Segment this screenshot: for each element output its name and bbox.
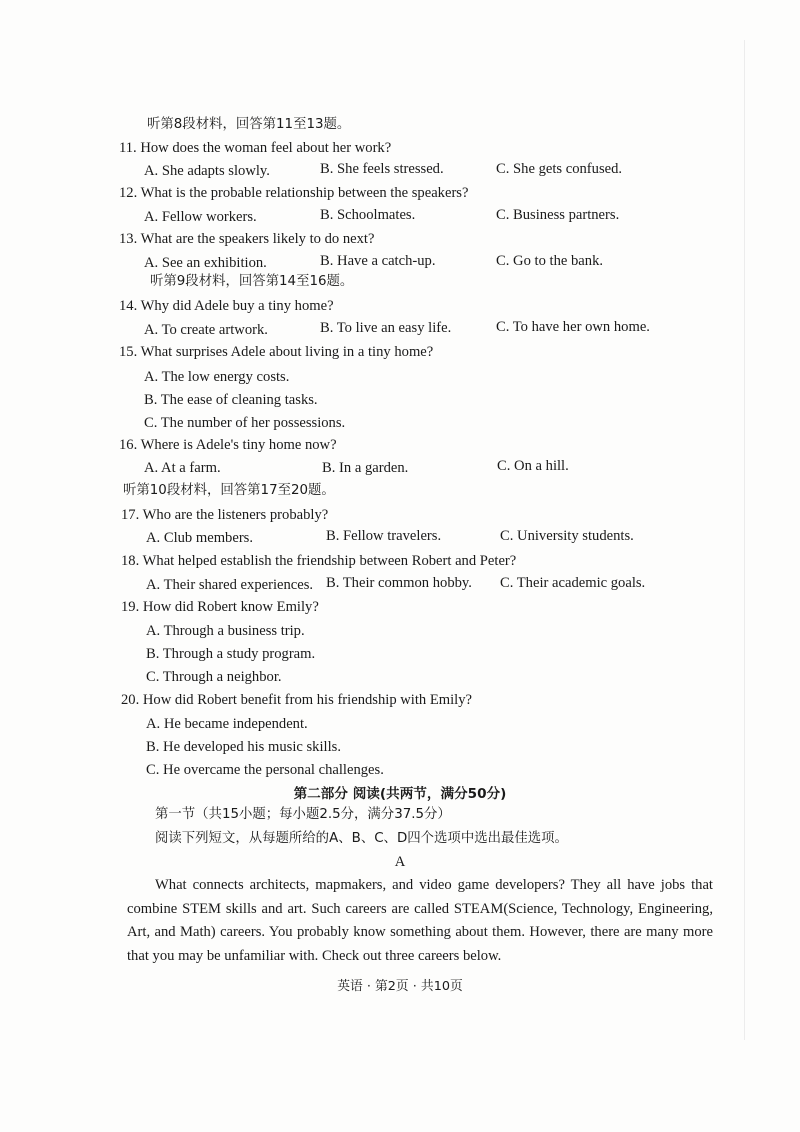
question-13-stem: 13. What are the speakers likely to do next? bbox=[119, 231, 375, 247]
question-19-option-b: B. Through a study program. bbox=[146, 646, 316, 662]
question-15-option-c: C. The number of her possessions. bbox=[144, 415, 346, 431]
question-19-stem: 19. How did Robert know Emily? bbox=[121, 599, 319, 615]
question-13-option-b: B. Have a catch-up. bbox=[320, 253, 436, 269]
question-13-option-c: C. Go to the bank. bbox=[496, 253, 604, 269]
question-11-option-a: A. She adapts slowly. bbox=[144, 163, 270, 179]
part2-section1-heading: 第一节（共15小题；每小题2.5分，满分37.5分） bbox=[155, 807, 451, 822]
question-17-option-a: A. Club members. bbox=[146, 530, 254, 546]
question-11-stem: 11. How does the woman feel about her work? bbox=[119, 140, 392, 156]
question-14-stem: 14. Why did Adele buy a tiny home? bbox=[119, 298, 334, 314]
question-18-stem: 18. What helped establish the friendship between Robert and Peter? bbox=[121, 553, 517, 569]
part2-instruction: 阅读下列短文，从每题所给的A、B、C、D四个选项中选出最佳选项。 bbox=[155, 831, 568, 846]
question-14-option-b: B. To live an easy life. bbox=[320, 320, 452, 336]
question-13-option-a: A. See an exhibition. bbox=[144, 255, 267, 271]
question-15-option-b: B. The ease of cleaning tasks. bbox=[144, 392, 318, 408]
section-heading-8: 听第8段材料，回答第11至13题。 bbox=[147, 117, 351, 132]
question-16-option-c: C. On a hill. bbox=[497, 458, 569, 474]
question-12-option-b: B. Schoolmates. bbox=[320, 207, 416, 223]
passage-text: What connects architects, mapmakers, and video game developers? They all have jobs that combine STEM skills and art. Such careers are called STEAM(Science, Technology, Engineering, Art, and Math) careers. You probably know something about them. However, there are many more that you may be unfamiliar with. Check out three careers below. bbox=[127, 877, 713, 964]
scan-edge-line bbox=[744, 40, 745, 1040]
question-20-option-b: B. He developed his music skills. bbox=[146, 739, 341, 755]
question-12-stem: 12. What is the probable relationship between the speakers? bbox=[119, 185, 469, 201]
section-heading-10: 听第10段材料，回答第17至20题。 bbox=[123, 483, 335, 498]
question-12-option-a: A. Fellow workers. bbox=[144, 209, 257, 225]
question-17-option-b: B. Fellow travelers. bbox=[326, 528, 442, 544]
question-19-option-a: A. Through a business trip. bbox=[146, 623, 305, 639]
question-20-option-a: A. He became independent. bbox=[146, 716, 308, 732]
question-18-option-c: C. Their academic goals. bbox=[500, 575, 646, 591]
question-11-option-b: B. She feels stressed. bbox=[320, 161, 444, 177]
question-17-option-c: C. University students. bbox=[500, 528, 634, 544]
question-16-option-a: A. At a farm. bbox=[144, 460, 221, 476]
page-footer: 英语 · 第2页 · 共10页 bbox=[337, 979, 463, 994]
question-16-option-b: B. In a garden. bbox=[322, 460, 409, 476]
passage-paragraph bbox=[127, 874, 713, 968]
question-12-option-c: C. Business partners. bbox=[496, 207, 620, 223]
section-heading-9: 听第9段材料，回答第14至16题。 bbox=[150, 274, 354, 289]
question-14-option-c: C. To have her own home. bbox=[496, 319, 650, 335]
question-15-option-a: A. The low energy costs. bbox=[144, 369, 290, 385]
question-14-option-a: A. To create artwork. bbox=[144, 322, 268, 338]
question-11-option-c: C. She gets confused. bbox=[496, 161, 623, 177]
question-20-stem: 20. How did Robert benefit from his friendship with Emily? bbox=[121, 692, 473, 708]
question-18-option-a: A. Their shared experiences. bbox=[146, 577, 314, 593]
part2-title: 第二部分 阅读(共两节，满分50分) bbox=[293, 786, 507, 802]
passage-label: A bbox=[394, 854, 406, 870]
question-20-option-c: C. He overcame the personal challenges. bbox=[146, 762, 384, 778]
question-16-stem: 16. Where is Adele's tiny home now? bbox=[119, 437, 337, 453]
question-17-stem: 17. Who are the listeners probably? bbox=[121, 507, 329, 523]
question-19-option-c: C. Through a neighbor. bbox=[146, 669, 282, 685]
question-18-option-b: B. Their common hobby. bbox=[326, 575, 472, 591]
question-15-stem: 15. What surprises Adele about living in a tiny home? bbox=[119, 344, 434, 360]
